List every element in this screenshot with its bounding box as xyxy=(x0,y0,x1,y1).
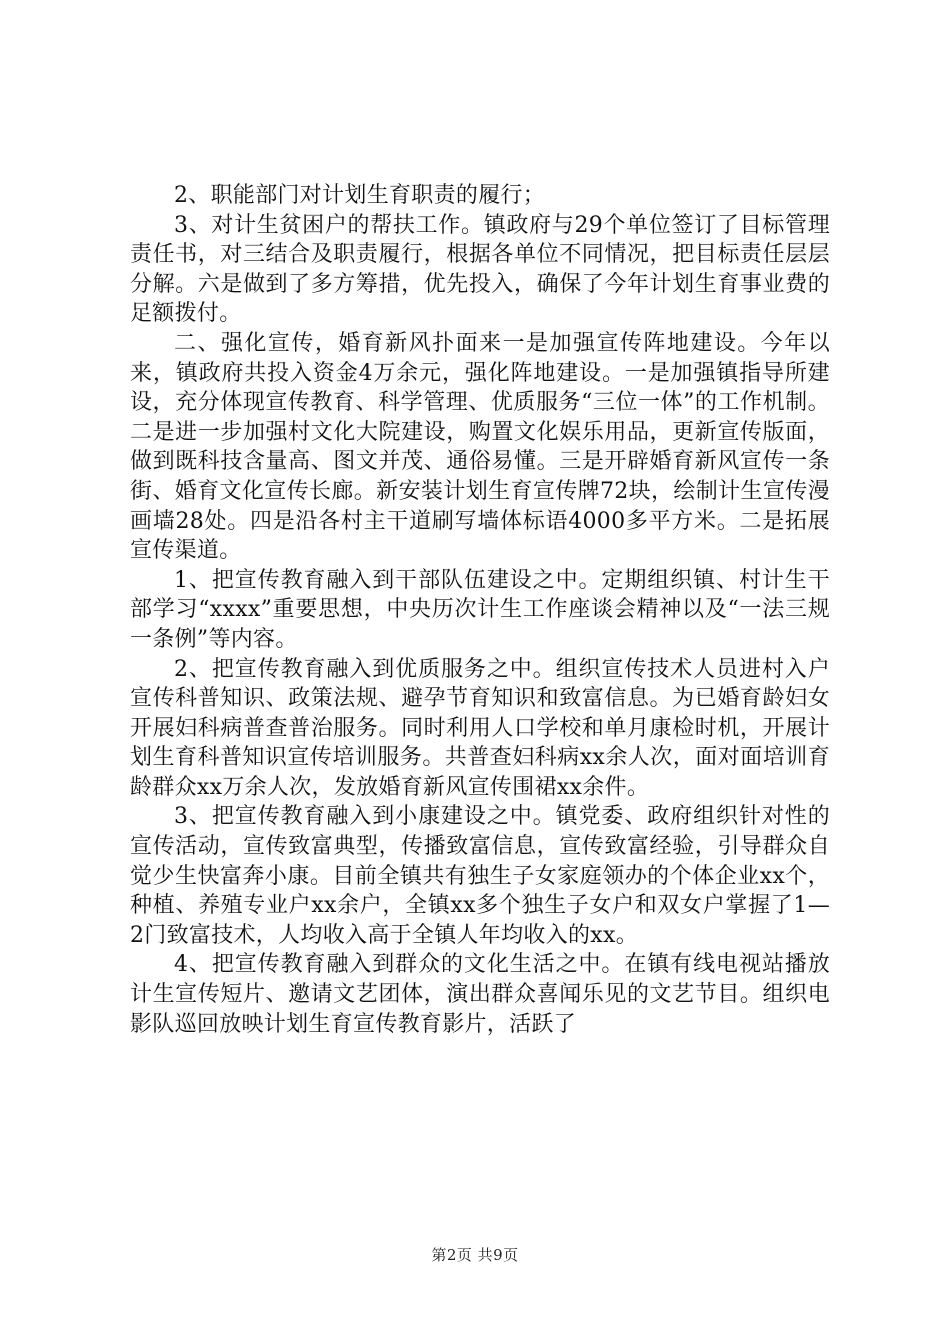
paragraph: 1、把宣传教育融入到干部队伍建设之中。定期组织镇、村计生干部学习“xxxx”重要思想，中央历次计生工作座谈会精神以及“一法三规一条例”等内容。 xyxy=(130,567,830,652)
paragraph: 2、职能部门对计划生育职责的履行； xyxy=(174,183,546,208)
document-body xyxy=(130,181,830,1039)
paragraph: 二、强化宣传，婚育新风扑面来一是加强宣传阵地建设。今年以来，镇政府共投入资金4万余元，强化阵地建设。一是加强镇指导所建设，充分体现宣传教育、科学管理、优质服务“三位一体”的工作机制。二是进一步加强村文化大院建设，购置文化娱乐用品，更新宣传版面，做到既科技含量高、图文并茂、通俗易懂。三是开辟婚育新风宣传一条街、婚育文化宣传长廊。新安装计划生育宣传牌72块，绘制计生宣传漫画墙28处。四是沿各村主干道刷写墙体标语4000多平方米。二是拓展宣传渠道。 xyxy=(130,330,830,564)
paragraph: 3、把宣传教育融入到小康建设之中。镇党委、政府组织针对性的宣传活动，宣传致富典型，传播致富信息，宣传致富经验，引导群众自觉少生快富奔小康。目前全镇共有独生子女家庭领办的个体企业xx个，种植、养殖专业户xx余户，全镇xx多个独生子女户和双女户掌握了1—2门致富技术，人均收入高于全镇人年均收入的xx。 xyxy=(130,804,830,948)
paragraph: 4、把宣传教育融入到群众的文化生活之中。在镇有线电视站播放计生宣传短片、邀请文艺团体，演出群众喜闻乐见的文艺节目。组织电影队巡回放映计划生育宣传教育影片，活跃了 xyxy=(130,952,830,1037)
paragraph: 3、对计生贫困户的帮扶工作。镇政府与29个单位签订了目标管理责任书，对三结合及职责履行，根据各单位不同情况，把目标责任层层分解。六是做到了多方筹措，优先投入，确保了今年计划生育事业费的足额拨付。 xyxy=(130,212,830,327)
page-number-footer: 第2页 共9页 xyxy=(431,1246,519,1264)
paragraph: 2、把宣传教育融入到优质服务之中。组织宣传技术人员进村入户宣传科普知识、政策法规、避孕节育知识和致富信息。为已婚育龄妇女开展妇科病普查普治服务。同时利用人口学校和单月康检时机，开展计划生育科普知识宣传培训服务。共普查妇科病xx余人次，面对面培训育龄群众xx万余人次，发放婚育新风宣传围裙xx余件。 xyxy=(130,656,830,800)
